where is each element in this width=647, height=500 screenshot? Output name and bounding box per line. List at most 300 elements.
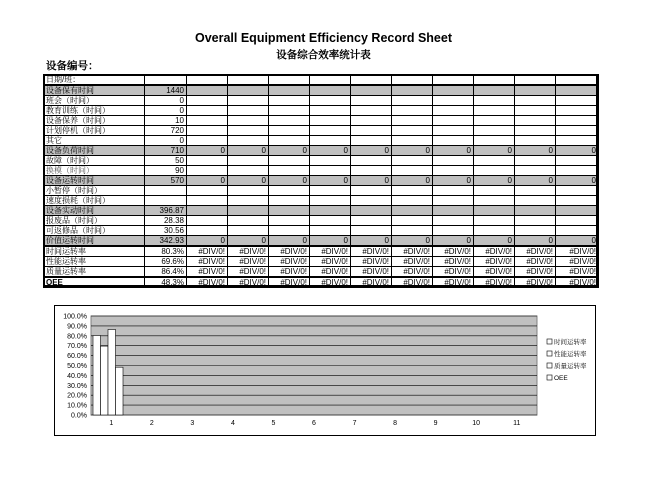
row-cell[interactable]	[310, 126, 351, 136]
row-cell[interactable]	[187, 156, 228, 166]
y-tick-label: 40.0%	[67, 372, 87, 380]
row-cell[interactable]: 0	[351, 236, 392, 247]
row-cell[interactable]: #DIV/0!	[556, 257, 599, 267]
row-cell[interactable]	[269, 196, 310, 206]
row-cell[interactable]: #DIV/0!	[474, 246, 515, 257]
row-cell[interactable]: 0	[228, 176, 269, 186]
x-tick-label: 9	[433, 420, 438, 427]
row-cell[interactable]	[392, 116, 433, 126]
row-cell[interactable]	[474, 156, 515, 166]
row-cell[interactable]: #DIV/0!	[556, 267, 599, 278]
row-label: 日期/班：	[44, 75, 145, 86]
row-cell[interactable]	[187, 96, 228, 106]
row-value[interactable]: 30.56	[145, 226, 187, 236]
row-cell[interactable]: 0	[433, 236, 474, 247]
row-value[interactable]: 342.93	[145, 236, 187, 247]
row-cell[interactable]	[474, 216, 515, 226]
legend-label: 质量运转率	[554, 363, 587, 370]
row-value[interactable]: 50	[145, 156, 187, 166]
row-cell[interactable]: #DIV/0!	[228, 267, 269, 278]
table-row	[44, 216, 599, 226]
row-cell[interactable]: #DIV/0!	[310, 246, 351, 257]
device-number-label: 设备编号：	[46, 60, 99, 72]
table-row	[44, 196, 599, 206]
row-cell[interactable]	[474, 136, 515, 146]
row-cell[interactable]	[515, 196, 556, 206]
row-cell[interactable]	[474, 196, 515, 206]
row-cell[interactable]	[474, 166, 515, 176]
row-label: 价值运转时间	[44, 236, 145, 247]
row-value[interactable]: 69.6%	[145, 257, 187, 267]
row-cell[interactable]: 0	[433, 146, 474, 156]
row-cell[interactable]	[310, 106, 351, 116]
sheet-title-en: Overall Equipment Efficiency Record Sheet	[194, 31, 453, 45]
row-cell[interactable]: 0	[515, 176, 556, 186]
row-cell[interactable]: 0	[392, 176, 433, 186]
row-cell[interactable]: 0	[433, 176, 474, 186]
row-cell[interactable]: #DIV/0!	[310, 267, 351, 278]
row-cell[interactable]	[310, 226, 351, 236]
row-cell[interactable]	[310, 85, 351, 96]
row-cell[interactable]	[269, 85, 310, 96]
bar	[101, 346, 109, 415]
row-cell[interactable]	[228, 75, 269, 86]
y-tick-label: 100.0%	[63, 313, 87, 321]
row-cell[interactable]: #DIV/0!	[474, 257, 515, 267]
row-cell[interactable]	[269, 216, 310, 226]
row-cell[interactable]	[310, 196, 351, 206]
row-cell[interactable]	[269, 226, 310, 236]
row-cell[interactable]	[515, 106, 556, 116]
row-cell[interactable]	[228, 116, 269, 126]
row-cell[interactable]	[310, 186, 351, 196]
row-label: 班会（时间）	[44, 96, 145, 106]
row-cell[interactable]: #DIV/0!	[392, 277, 433, 288]
row-cell[interactable]: #DIV/0!	[351, 267, 392, 278]
row-cell[interactable]	[556, 216, 599, 226]
row-cell[interactable]	[392, 166, 433, 176]
row-cell[interactable]	[556, 206, 599, 216]
row-cell[interactable]	[351, 96, 392, 106]
row-cell[interactable]: 0	[351, 146, 392, 156]
x-tick-label: 6	[312, 420, 316, 427]
table-row	[44, 146, 599, 156]
row-cell[interactable]	[228, 206, 269, 216]
row-cell[interactable]	[351, 106, 392, 116]
row-cell[interactable]	[187, 226, 228, 236]
row-value[interactable]: 396.87	[145, 206, 187, 216]
y-tick-label: 30.0%	[67, 382, 87, 390]
row-label: 设备负荷时间	[44, 146, 145, 156]
row-cell[interactable]	[228, 166, 269, 176]
row-cell[interactable]: #DIV/0!	[187, 267, 228, 278]
table-row	[44, 106, 599, 116]
row-cell[interactable]	[187, 166, 228, 176]
bar	[116, 367, 124, 415]
row-cell[interactable]	[474, 75, 515, 86]
row-cell[interactable]	[392, 216, 433, 226]
row-cell[interactable]	[392, 226, 433, 236]
chart-area	[54, 305, 596, 436]
row-cell[interactable]: 0	[187, 236, 228, 247]
row-cell[interactable]: #DIV/0!	[310, 257, 351, 267]
x-tick-label: 7	[352, 420, 357, 427]
row-cell[interactable]	[228, 106, 269, 116]
row-cell[interactable]: #DIV/0!	[474, 267, 515, 278]
row-cell[interactable]	[269, 186, 310, 196]
row-value[interactable]: 1440	[145, 85, 187, 96]
table-row	[44, 75, 599, 86]
row-cell[interactable]	[433, 126, 474, 136]
row-cell[interactable]	[310, 116, 351, 126]
row-cell[interactable]	[433, 186, 474, 196]
row-cell[interactable]	[433, 206, 474, 216]
row-value[interactable]: 80.3%	[145, 246, 187, 257]
row-cell[interactable]	[269, 96, 310, 106]
row-value[interactable]: 570	[145, 176, 187, 186]
table-row	[44, 136, 599, 146]
row-cell[interactable]	[392, 196, 433, 206]
row-cell[interactable]	[269, 166, 310, 176]
row-cell[interactable]	[515, 126, 556, 136]
row-cell[interactable]: #DIV/0!	[433, 267, 474, 278]
row-cell[interactable]	[269, 136, 310, 146]
row-cell[interactable]: 0	[515, 146, 556, 156]
row-cell[interactable]	[474, 96, 515, 106]
row-cell[interactable]: 0	[269, 146, 310, 156]
row-cell[interactable]	[187, 206, 228, 216]
row-cell[interactable]	[351, 196, 392, 206]
row-cell[interactable]	[269, 106, 310, 116]
row-cell[interactable]	[351, 166, 392, 176]
row-cell[interactable]	[351, 136, 392, 146]
row-value[interactable]: 0	[145, 106, 187, 116]
row-cell[interactable]	[228, 226, 269, 236]
row-cell[interactable]: #DIV/0!	[515, 267, 556, 278]
row-cell[interactable]	[556, 196, 599, 206]
row-cell[interactable]: #DIV/0!	[515, 277, 556, 288]
row-cell[interactable]	[310, 75, 351, 86]
row-cell[interactable]	[474, 85, 515, 96]
legend-swatch	[547, 351, 552, 356]
row-cell[interactable]	[515, 206, 556, 216]
row-cell[interactable]	[433, 216, 474, 226]
row-cell[interactable]	[515, 156, 556, 166]
row-cell[interactable]	[187, 126, 228, 136]
row-cell[interactable]	[187, 85, 228, 96]
row-cell[interactable]	[310, 156, 351, 166]
row-cell[interactable]	[556, 75, 599, 86]
table-row	[44, 96, 599, 106]
row-cell[interactable]	[556, 166, 599, 176]
row-cell[interactable]	[187, 136, 228, 146]
table-row	[44, 246, 599, 257]
legend-swatch	[547, 339, 552, 344]
row-cell[interactable]: #DIV/0!	[269, 257, 310, 267]
row-label: 计划停机（时间）	[44, 126, 145, 136]
row-cell[interactable]	[351, 85, 392, 96]
y-tick-label: 0.0%	[71, 412, 87, 420]
row-cell[interactable]	[515, 216, 556, 226]
row-cell[interactable]	[392, 75, 433, 86]
row-cell[interactable]: 0	[228, 146, 269, 156]
row-cell[interactable]: 0	[310, 146, 351, 156]
row-cell[interactable]: #DIV/0!	[433, 246, 474, 257]
row-cell[interactable]	[433, 106, 474, 116]
row-cell[interactable]	[392, 206, 433, 216]
row-cell[interactable]	[351, 116, 392, 126]
row-value[interactable]: 710	[145, 146, 187, 156]
legend-label: OEE	[554, 375, 568, 382]
table-row	[44, 116, 599, 126]
row-cell[interactable]	[556, 186, 599, 196]
x-tick-label: 2	[149, 420, 154, 427]
row-cell[interactable]	[228, 196, 269, 206]
row-label: 小暂停（时间）	[44, 186, 145, 196]
row-cell[interactable]: #DIV/0!	[351, 246, 392, 257]
row-cell[interactable]	[474, 206, 515, 216]
row-cell[interactable]: #DIV/0!	[392, 257, 433, 267]
row-cell[interactable]	[392, 136, 433, 146]
row-cell[interactable]	[310, 166, 351, 176]
row-cell[interactable]	[269, 116, 310, 126]
row-cell[interactable]: #DIV/0!	[228, 246, 269, 257]
row-cell[interactable]: #DIV/0!	[187, 257, 228, 267]
row-cell[interactable]: 0	[474, 236, 515, 247]
row-cell[interactable]	[474, 116, 515, 126]
row-cell[interactable]	[310, 136, 351, 146]
table-row	[44, 186, 599, 196]
row-label: OEE	[44, 277, 145, 288]
row-cell[interactable]: #DIV/0!	[474, 277, 515, 288]
row-cell[interactable]: 0	[392, 236, 433, 247]
table-row	[44, 226, 599, 236]
row-cell[interactable]	[228, 156, 269, 166]
row-cell[interactable]	[556, 136, 599, 146]
row-cell[interactable]: #DIV/0!	[351, 257, 392, 267]
row-cell[interactable]	[392, 96, 433, 106]
row-value[interactable]	[145, 196, 187, 206]
row-cell[interactable]	[228, 96, 269, 106]
row-cell[interactable]	[515, 116, 556, 126]
row-cell[interactable]	[433, 116, 474, 126]
row-cell[interactable]	[474, 226, 515, 236]
y-tick-label: 70.0%	[67, 343, 87, 351]
row-cell[interactable]: 0	[269, 176, 310, 186]
row-cell[interactable]	[515, 96, 556, 106]
y-tick-label: 10.0%	[67, 402, 87, 410]
row-cell[interactable]: #DIV/0!	[556, 246, 599, 257]
table-row	[44, 257, 599, 267]
row-cell[interactable]: 0	[269, 236, 310, 247]
row-cell[interactable]	[351, 206, 392, 216]
row-cell[interactable]	[474, 106, 515, 116]
row-value[interactable]: 48.3%	[145, 277, 187, 288]
row-value[interactable]: 10	[145, 116, 187, 126]
row-cell[interactable]	[187, 186, 228, 196]
row-cell[interactable]	[187, 116, 228, 126]
x-tick-label: 5	[271, 420, 276, 427]
row-cell[interactable]	[474, 186, 515, 196]
efficiency-chart	[55, 306, 595, 435]
row-cell[interactable]: 0	[351, 176, 392, 186]
row-cell[interactable]	[515, 75, 556, 86]
row-label: 速度损耗（时间）	[44, 196, 145, 206]
row-cell[interactable]: 0	[392, 146, 433, 156]
row-cell[interactable]: #DIV/0!	[269, 246, 310, 257]
row-cell[interactable]	[351, 75, 392, 86]
bar	[93, 336, 101, 415]
row-cell[interactable]	[187, 196, 228, 206]
row-label: 质量运转率	[44, 267, 145, 278]
row-cell[interactable]	[269, 156, 310, 166]
row-cell[interactable]	[515, 226, 556, 236]
row-cell[interactable]	[392, 126, 433, 136]
row-cell[interactable]: #DIV/0!	[269, 267, 310, 278]
row-cell[interactable]: #DIV/0!	[351, 277, 392, 288]
table-row	[44, 85, 599, 96]
row-cell[interactable]	[228, 216, 269, 226]
row-cell[interactable]	[556, 106, 599, 116]
row-cell[interactable]: #DIV/0!	[392, 246, 433, 257]
row-label: 设备实动时间	[44, 206, 145, 216]
row-cell[interactable]	[228, 85, 269, 96]
row-cell[interactable]: #DIV/0!	[515, 246, 556, 257]
row-cell[interactable]	[474, 126, 515, 136]
row-cell[interactable]	[269, 75, 310, 86]
x-tick-label: 3	[190, 420, 195, 427]
legend-swatch	[547, 363, 552, 368]
row-value[interactable]	[145, 75, 187, 86]
row-cell[interactable]: #DIV/0!	[556, 277, 599, 288]
row-cell[interactable]: 0	[556, 236, 599, 247]
row-cell[interactable]	[556, 156, 599, 166]
row-cell[interactable]	[392, 106, 433, 116]
row-cell[interactable]	[228, 136, 269, 146]
row-cell[interactable]	[351, 216, 392, 226]
row-cell[interactable]: 0	[310, 176, 351, 186]
row-value[interactable]	[145, 186, 187, 196]
row-cell[interactable]: #DIV/0!	[392, 267, 433, 278]
row-cell[interactable]: 0	[474, 176, 515, 186]
row-value[interactable]: 0	[145, 96, 187, 106]
row-cell[interactable]: #DIV/0!	[515, 257, 556, 267]
row-cell[interactable]	[351, 156, 392, 166]
row-value[interactable]: 720	[145, 126, 187, 136]
row-value[interactable]: 90	[145, 166, 187, 176]
row-cell[interactable]	[310, 206, 351, 216]
row-cell[interactable]	[515, 85, 556, 96]
row-cell[interactable]	[433, 85, 474, 96]
row-cell[interactable]	[310, 96, 351, 106]
record-table	[43, 74, 599, 288]
x-tick-label: 1	[109, 420, 114, 427]
row-label: 其它	[44, 136, 145, 146]
row-label: 可返修品（时间）	[44, 226, 145, 236]
row-label: 性能运转率	[44, 257, 145, 267]
row-cell[interactable]	[556, 85, 599, 96]
row-cell[interactable]	[515, 136, 556, 146]
y-tick-label: 90.0%	[67, 323, 87, 331]
row-cell[interactable]: #DIV/0!	[228, 277, 269, 288]
table-row	[44, 236, 599, 247]
row-cell[interactable]: #DIV/0!	[228, 257, 269, 267]
row-cell[interactable]	[228, 186, 269, 196]
row-label: 设备运转时间	[44, 176, 145, 186]
row-cell[interactable]	[433, 226, 474, 236]
row-cell[interactable]: #DIV/0!	[187, 277, 228, 288]
row-cell[interactable]	[351, 186, 392, 196]
row-cell[interactable]	[556, 96, 599, 106]
sheet-title-cn: 设备综合效率统计表	[276, 49, 371, 61]
row-cell[interactable]: 0	[556, 146, 599, 156]
row-cell[interactable]	[392, 156, 433, 166]
row-value[interactable]: 28.38	[145, 216, 187, 226]
row-cell[interactable]: #DIV/0!	[433, 277, 474, 288]
row-cell[interactable]: 0	[310, 236, 351, 247]
row-cell[interactable]	[433, 156, 474, 166]
row-cell[interactable]	[269, 126, 310, 136]
row-cell[interactable]: 0	[515, 236, 556, 247]
row-cell[interactable]	[187, 106, 228, 116]
row-cell[interactable]: #DIV/0!	[187, 246, 228, 257]
row-cell[interactable]	[310, 216, 351, 226]
row-cell[interactable]	[515, 186, 556, 196]
row-cell[interactable]	[392, 186, 433, 196]
row-value[interactable]: 0	[145, 136, 187, 146]
row-cell[interactable]	[433, 75, 474, 86]
x-tick-label: 10	[472, 420, 481, 427]
table-row	[44, 277, 599, 288]
table-row	[44, 176, 599, 186]
row-cell[interactable]: 0	[187, 176, 228, 186]
row-cell[interactable]	[515, 166, 556, 176]
table-row	[44, 206, 599, 216]
row-cell[interactable]: #DIV/0!	[310, 277, 351, 288]
row-cell[interactable]	[187, 75, 228, 86]
row-cell[interactable]	[392, 85, 433, 96]
row-cell[interactable]: 0	[474, 146, 515, 156]
row-cell[interactable]	[187, 216, 228, 226]
row-cell[interactable]	[556, 116, 599, 126]
row-cell[interactable]	[269, 206, 310, 216]
row-value[interactable]: 86.4%	[145, 267, 187, 278]
row-cell[interactable]: 0	[556, 176, 599, 186]
row-cell[interactable]	[228, 126, 269, 136]
row-cell[interactable]	[556, 226, 599, 236]
row-cell[interactable]: 0	[228, 236, 269, 247]
y-tick-label: 60.0%	[67, 353, 87, 361]
row-cell[interactable]: #DIV/0!	[433, 257, 474, 267]
row-cell[interactable]: #DIV/0!	[269, 277, 310, 288]
row-cell[interactable]	[351, 126, 392, 136]
y-tick-label: 50.0%	[67, 363, 87, 370]
row-cell[interactable]	[556, 126, 599, 136]
table-row	[44, 267, 599, 278]
row-label: 报废品（时间）	[44, 216, 145, 226]
record-table-body	[44, 75, 599, 288]
row-cell[interactable]	[433, 136, 474, 146]
bar	[108, 329, 116, 415]
table-row	[44, 166, 599, 176]
row-cell[interactable]	[433, 196, 474, 206]
row-cell[interactable]	[433, 166, 474, 176]
row-cell[interactable]	[351, 226, 392, 236]
row-cell[interactable]: 0	[187, 146, 228, 156]
row-label: 设备保养（时间）	[44, 116, 145, 126]
row-label: 时间运转率	[44, 246, 145, 257]
row-cell[interactable]	[433, 96, 474, 106]
